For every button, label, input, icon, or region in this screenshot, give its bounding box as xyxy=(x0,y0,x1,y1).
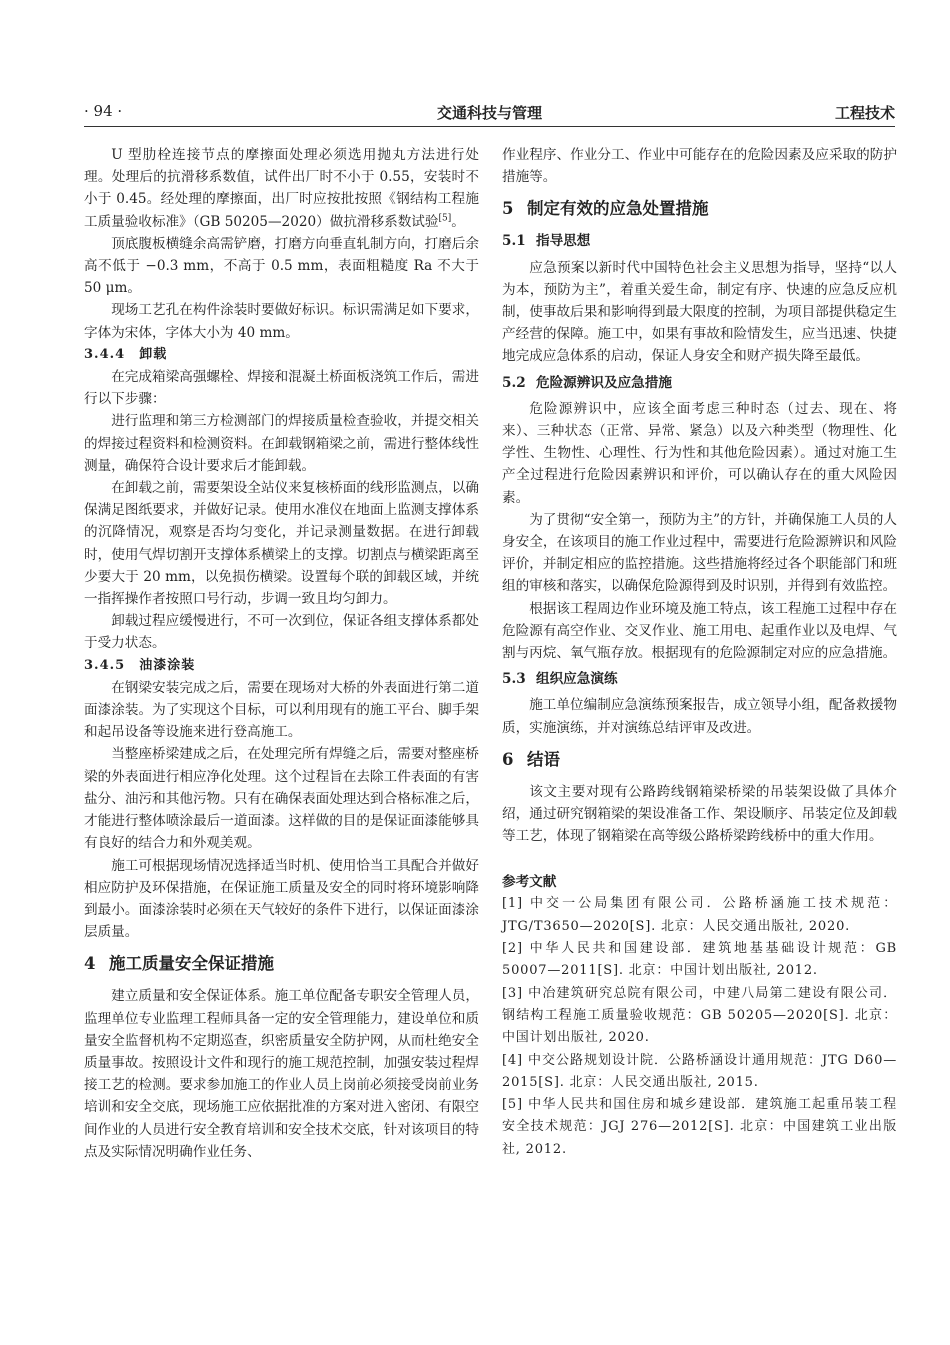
paragraph: 施工可根据现场情况选择适当时机、使用恰当工具配合并做好相应防护及环保措施，在保证施工质量及安全的同时将环境影响降到最小。面漆涂装时必须在天气较好的条件下进行，以保证面漆涂层质量。 xyxy=(84,857,479,941)
section-number: 6 xyxy=(502,749,514,769)
paragraph: 进行监理和第三方检测部门的焊接质量检查验收，并提交相关的焊接过程资料和检测资料。在卸载钢箱梁之前，需进行整体线性测量，确保符合设计要求后才能卸载。 xyxy=(84,413,479,474)
paragraph: 顶底腹板横缝余高需铲磨，打磨方向垂直轧制方向，打磨后余高不低于 −0.3 mm，不高于 0.5 mm，表面粗糙度 Ra 不大于 50 μm。 xyxy=(84,235,479,297)
reference-item: [2] 中华人民共和国建设部．建筑地基基础设计规范：GB 50007—2011[S]. 北京：中国计划出版社, 2012. xyxy=(502,941,897,979)
left-column xyxy=(84,144,479,1163)
journal-title: 交通科技与管理 xyxy=(436,104,542,122)
subsection-heading-5-3 xyxy=(502,668,897,690)
section-number: 5 xyxy=(502,199,514,219)
subsection-heading-5-2 xyxy=(502,372,897,394)
paragraph: 在完成箱梁高强螺栓、焊接和混凝土桥面板浇筑工作后，需进行以下步骤： xyxy=(84,369,479,408)
reference-item: [5] 中华人民共和国住房和城乡建设部．建筑施工起重吊装工程安全技术规范：JGJ 276—2012[S]. 北京：中国建筑工业出版社, 2012. xyxy=(502,1097,897,1157)
section-heading-4 xyxy=(84,951,479,977)
reference-item: [4] 中交公路规划设计院．公路桥涵设计通用规范：JTG D60—2015[S]. 北京：人民交通出版社, 2015. xyxy=(502,1052,897,1090)
paragraph: 在卸载之前，需要架设全站仪来复核桥面的线形监测点，以确保满足图纸要求，并做好记录。使用水准仪在地面上监测支撑体系的沉降情况，观察是否均匀变化，并记录测量数据。在进行卸载时，使用气焊切割开支撑体系横梁上的支撑。切割点与横梁距离至少要大于 20 mm，以免损伤横梁。设置每个联的卸载区域，并统一指挥操作者按照口号行动，步调一致且均匀卸力。 xyxy=(84,480,479,608)
subsection-title: 指导思想 xyxy=(536,233,591,250)
citation: [5] xyxy=(438,213,452,224)
references-heading: 参考文献 xyxy=(502,874,557,891)
right-column xyxy=(502,144,897,1161)
paragraph: 应急预案以新时代中国特色社会主义思想为指导，坚持“以人为本，预防为主”，着重关爱生命，制定有序、快速的应急反应机制，使事故后果和影响得到最大限度的控制，为项目部提供稳定生产经营的保障。施工中，如果有事故和险情发生，应当迅速、快捷地完成应急体系的启动，保证人身安全和财产损失降至最低。 xyxy=(502,259,897,365)
running-header xyxy=(84,98,895,127)
paragraph: 建立质量和安全保证体系。施工单位配备专职安全管理人员，监理单位专业监理工程师具备一定的安全管理能力，建设单位和质量安全监督机构不定期巡查，织密质量安全防护网，从而杜绝安全质量事故。按照设计文件和现行的施工规范控制，加强安装过程焊接工艺的检测。要求参加施工的作业人员上岗前必须接受岗前业务培训和安全交底，现场施工应依据批准的方案对进入密闭、有限空间作业的人员进行安全教育培训和安全技术交底，针对该项目的特点及实际情况明确作业任务、 xyxy=(84,988,479,1160)
paragraph-text: U 型肋栓连接节点的摩擦面处理必须选用抛丸方法进行处理。处理后的抗滑移系数值，试件出厂时不小于 0.55，安装时不小于 0.45。经处理的摩擦面，出厂时应按批按照《钢结构工程施工质量验收标准》（GB 50205—2020）做抗滑移系数试验 xyxy=(84,147,479,230)
subsection-number: 5.3 xyxy=(502,671,526,688)
subsection-number: 5.2 xyxy=(502,374,526,391)
subsection-heading-3-4-4: 3.4.4 卸载 xyxy=(84,346,168,362)
paragraph: 作业程序、作业分工、作业中可能存在的危险因素及应采取的防护措施等。 xyxy=(502,147,897,186)
section-heading-6 xyxy=(502,747,897,773)
section-heading-5 xyxy=(502,196,897,222)
section-title: 结语 xyxy=(527,749,560,769)
subsection-heading-5-1 xyxy=(502,230,897,252)
reference-item: [1] 中交一公局集团有限公司．公路桥涵施工技术规范：JTG/T3650—2020[S]. 北京：人民交通出版社, 2020. xyxy=(502,896,897,934)
paragraph: 为了贯彻“安全第一，预防为主”的方针，并确保施工人员的人身安全，在该项目的施工作业过程中，需要进行危险源辨识和风险评价，并制定相应的监控措施。这些措施将经过各个职能部门和班组的审核和落实，以确保危险源得到及时识别，并得到有效监控。 xyxy=(502,511,897,595)
paragraph: 现场工艺孔在构件涂装时要做好标识。标识需满足如下要求，字体为宋体，字体大小为 40 mm。 xyxy=(84,302,479,341)
subsection-title: 组织应急演练 xyxy=(536,671,618,688)
paragraph: 在钢梁安装完成之后，需要在现场对大桥的外表面进行第二道面漆涂装。为了实现这个目标，可以利用现有的施工平台、脚手架和起吊设备等设施来进行登高施工。 xyxy=(84,679,479,741)
paragraph: 施工单位编制应急演练预案报告，成立领导小组，配备救援物质，实施演练，并对演练总结评审及改进。 xyxy=(502,697,897,736)
reference-item: [3] 中冶建筑研究总院有限公司，中建八局第二建设有限公司．钢结构工程施工质量验收规范：GB 50205—2020[S]. 北京：中国计划出版社, 2020. xyxy=(502,985,897,1046)
subsection-heading-3-4-5: 3.4.5 油漆涂装 xyxy=(84,657,196,673)
paragraph: 危险源辨识中，应该全面考虑三种时态（过去、现在、将来）、三种状态（正常、异常、紧急）以及六种类型（物理性、化学性、生物性、心理性、行为性和其他危险因素）。通过对施工生产全过程进行危险因素辨识和评价，可以确认存在的重大风险因素。 xyxy=(502,400,897,506)
section-title: 施工质量安全保证措施 xyxy=(109,954,274,974)
paragraph: 该文主要对现有公路跨线钢箱梁桥梁的吊装架设做了具体介绍，通过研究钢箱梁的架设准备工作、架设顺序、吊装定位及卸载等工艺，体现了钢箱梁在高等级公路桥梁跨线桥中的重大作用。 xyxy=(502,783,897,845)
paragraph: 卸载过程应缓慢进行，不可一次到位，保证各组支撑体系都处于受力状态。 xyxy=(84,613,479,652)
paragraph: 根据该工程周边作业环境及施工特点，该工程施工过程中存在危险源有高空作业、交叉作业、施工用电、起重作业以及电焊、气割与丙烷、氧气瓶存放。根据现有的危险源制定对应的应急措施。 xyxy=(502,600,897,662)
section-number: 4 xyxy=(84,954,96,974)
section-title: 制定有效的应急处置措施 xyxy=(527,199,709,219)
page-number: · 94 · xyxy=(84,102,123,120)
paragraph: 当整座桥梁建成之后，在处理完所有焊缝之后，需要对整座桥梁的外表面进行相应净化处理。这个过程旨在去除工件表面的有害盐分、油污和其他污物。只有在确保表面处理达到合格标准之后，才能进行整体喷涂最后一道面漆。这样做的目的是保证面漆能够具有良好的结合力和外观美观。 xyxy=(84,746,479,852)
subsection-number: 5.1 xyxy=(502,233,526,250)
subsection-title: 危险源辨识及应急措施 xyxy=(536,374,672,391)
paragraph xyxy=(84,144,479,233)
section-title: 工程技术 xyxy=(834,104,895,122)
paragraph-end: 。 xyxy=(451,213,465,230)
